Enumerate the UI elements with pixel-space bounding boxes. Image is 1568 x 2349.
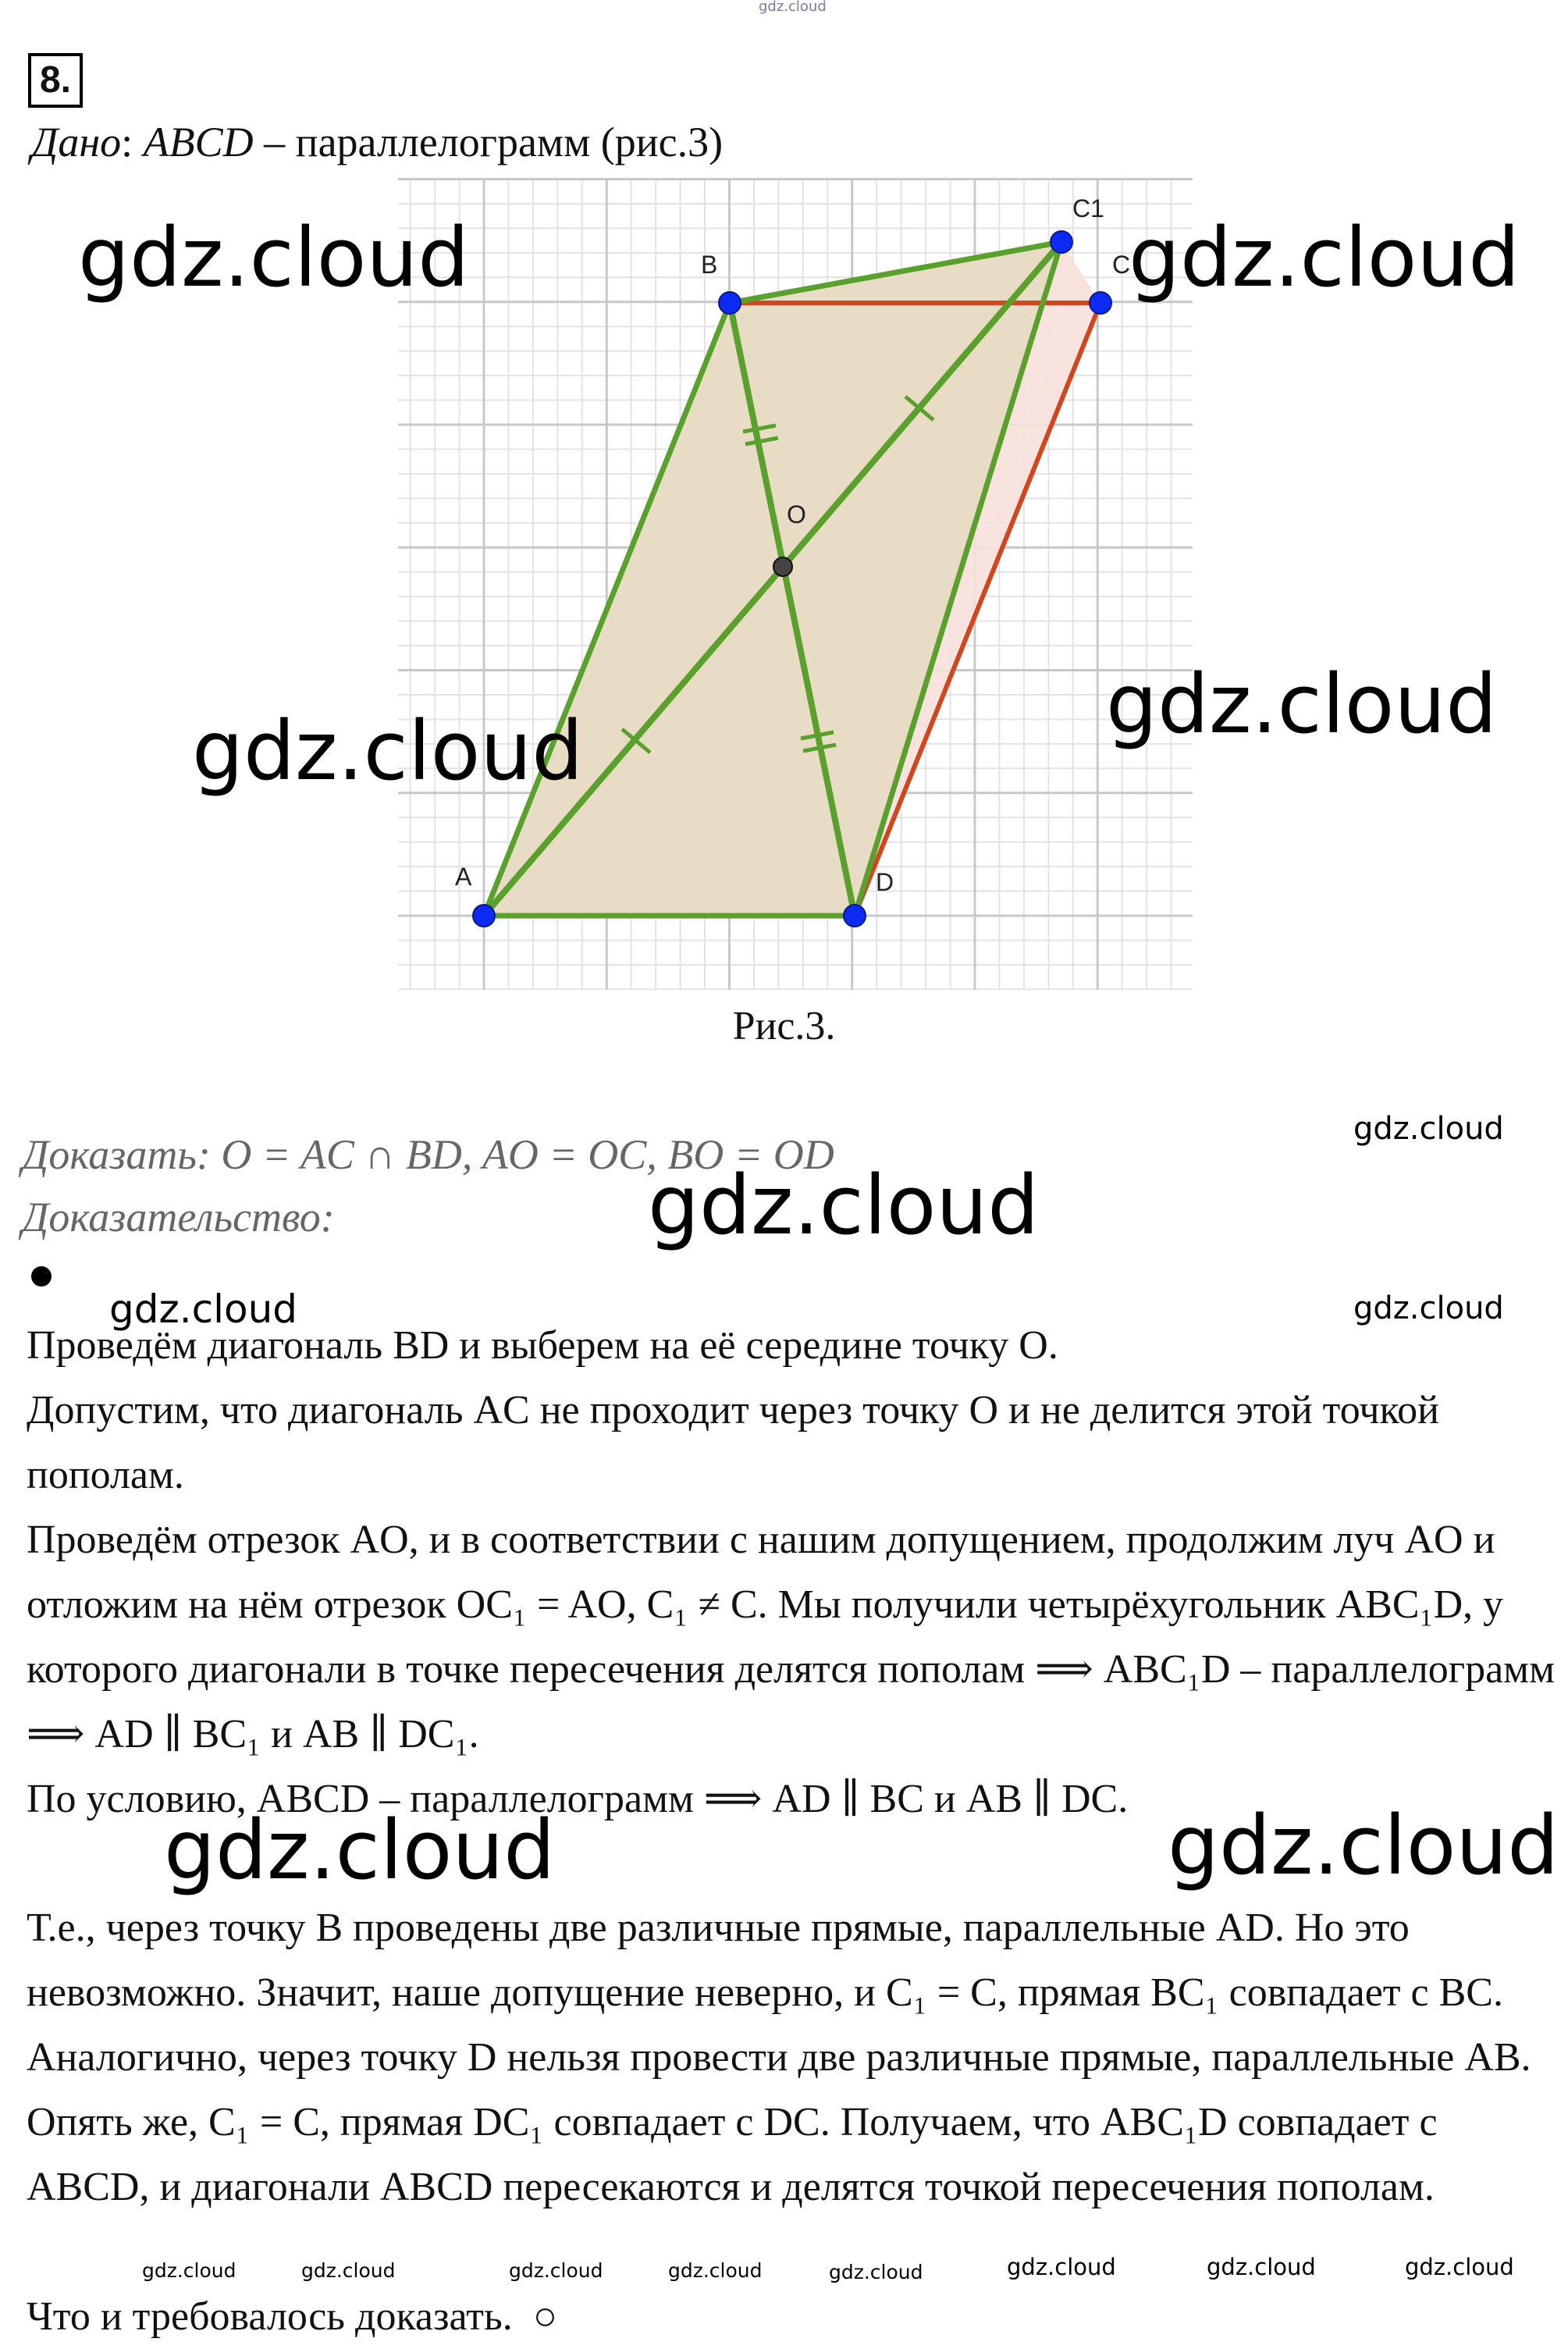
given-label: Дано bbox=[31, 119, 122, 165]
watermark: gdz.cloud bbox=[509, 2259, 603, 2282]
watermark: gdz.cloud bbox=[1405, 2254, 1514, 2280]
end-mark: ○ bbox=[532, 2294, 558, 2339]
label-b: B bbox=[701, 251, 718, 279]
watermark: gdz.cloud bbox=[668, 2259, 763, 2282]
watermark: gdz.cloud bbox=[829, 2261, 923, 2283]
point-c1 bbox=[1051, 231, 1072, 253]
figure-caption: Рис.3. bbox=[732, 1004, 836, 1048]
task-number: 8. bbox=[28, 53, 83, 108]
bullet-marker bbox=[31, 1266, 52, 1287]
watermark: gdz.cloud bbox=[301, 2259, 396, 2282]
point-c bbox=[1090, 292, 1111, 314]
watermark: gdz.cloud bbox=[1353, 1290, 1504, 1326]
given-rest: – параллелограмм (рис.3) bbox=[253, 119, 724, 165]
proof-paragraph-3: Проведём отрезок AO, и в соответствии с нашим допущением, продолжим луч AO и отложим на нём отрезок OC₁ = AO, C₁ ≠ C. Мы получили четырёхугольник ABC₁D, у которого диагонали в точке пересечения делятся пополам ⟹ ABC₁D – параллелограмм ⟹ AD ∥ BC₁ и AB ∥ DC₁. bbox=[27, 1518, 1555, 1756]
label-d: D bbox=[876, 868, 894, 896]
proof-paragraph-2: Допустим, что диагональ AC не проходит через точку O и не делится этой точкой пополам. bbox=[27, 1388, 1439, 1497]
watermark: gdz.cloud bbox=[1106, 657, 1498, 752]
watermark: gdz.cloud bbox=[1168, 1798, 1559, 1893]
watermark: gdz.cloud bbox=[109, 1287, 298, 1332]
proof-label: Доказательство: bbox=[22, 1194, 335, 1240]
watermark: gdz.cloud bbox=[648, 1158, 1040, 1253]
label-o: O bbox=[787, 500, 806, 529]
prove-line: Доказать: O = AC ∩ BD, AO = OC, BO = OD bbox=[22, 1131, 834, 1178]
watermark: gdz.cloud bbox=[1207, 2254, 1316, 2280]
figure-parallelogram bbox=[0, 0, 1568, 1015]
proof-paragraph-4: По условию, ABCD – параллелограмм ⟹ AD ∥ BC и AB ∥ DC. bbox=[27, 1777, 1129, 1821]
label-c1: C1 bbox=[1072, 194, 1104, 222]
watermark: gdz.cloud bbox=[142, 2259, 236, 2282]
label-c: C bbox=[1112, 251, 1131, 279]
watermark: gdz.cloud bbox=[78, 210, 470, 305]
point-a bbox=[473, 905, 495, 927]
proof-paragraph-1: Проведём диагональ BD и выберем на её середине точку O. bbox=[27, 1323, 1058, 1368]
point-o bbox=[773, 557, 792, 576]
watermark: gdz.cloud bbox=[164, 1803, 556, 1898]
watermark: gdz.cloud bbox=[1007, 2254, 1116, 2280]
watermark-top: gdz.cloud bbox=[759, 0, 827, 15]
watermark: gdz.cloud bbox=[1353, 1111, 1504, 1147]
given-separator: : bbox=[121, 119, 144, 165]
watermark: gdz.cloud bbox=[1129, 210, 1520, 305]
given-figure: ABCD bbox=[143, 119, 254, 165]
proof-paragraph-5: Т.е., через точку B проведены две различные прямые, параллельные AD. Но это невозможно. Значит, наше допущение неверно, и C₁ = C, прямая BC₁ совпадает с BC. Аналогично, через точку D нельзя провести две различные прямые, параллельные AB. Опять же, C₁ = C, прямая DC₁ совпадает с DC. Получаем, что ABC₁D совпадает с ABCD, и диагонали ABCD пересекаются и делятся точкой пересечения пополам. bbox=[27, 1906, 1531, 2209]
point-b bbox=[719, 292, 741, 314]
conclusion-text: Что и требовалось доказать. bbox=[27, 2294, 513, 2339]
point-d bbox=[844, 905, 866, 927]
conclusion-line bbox=[27, 2284, 1556, 2349]
watermark: gdz.cloud bbox=[192, 703, 584, 799]
label-a: A bbox=[455, 863, 472, 891]
